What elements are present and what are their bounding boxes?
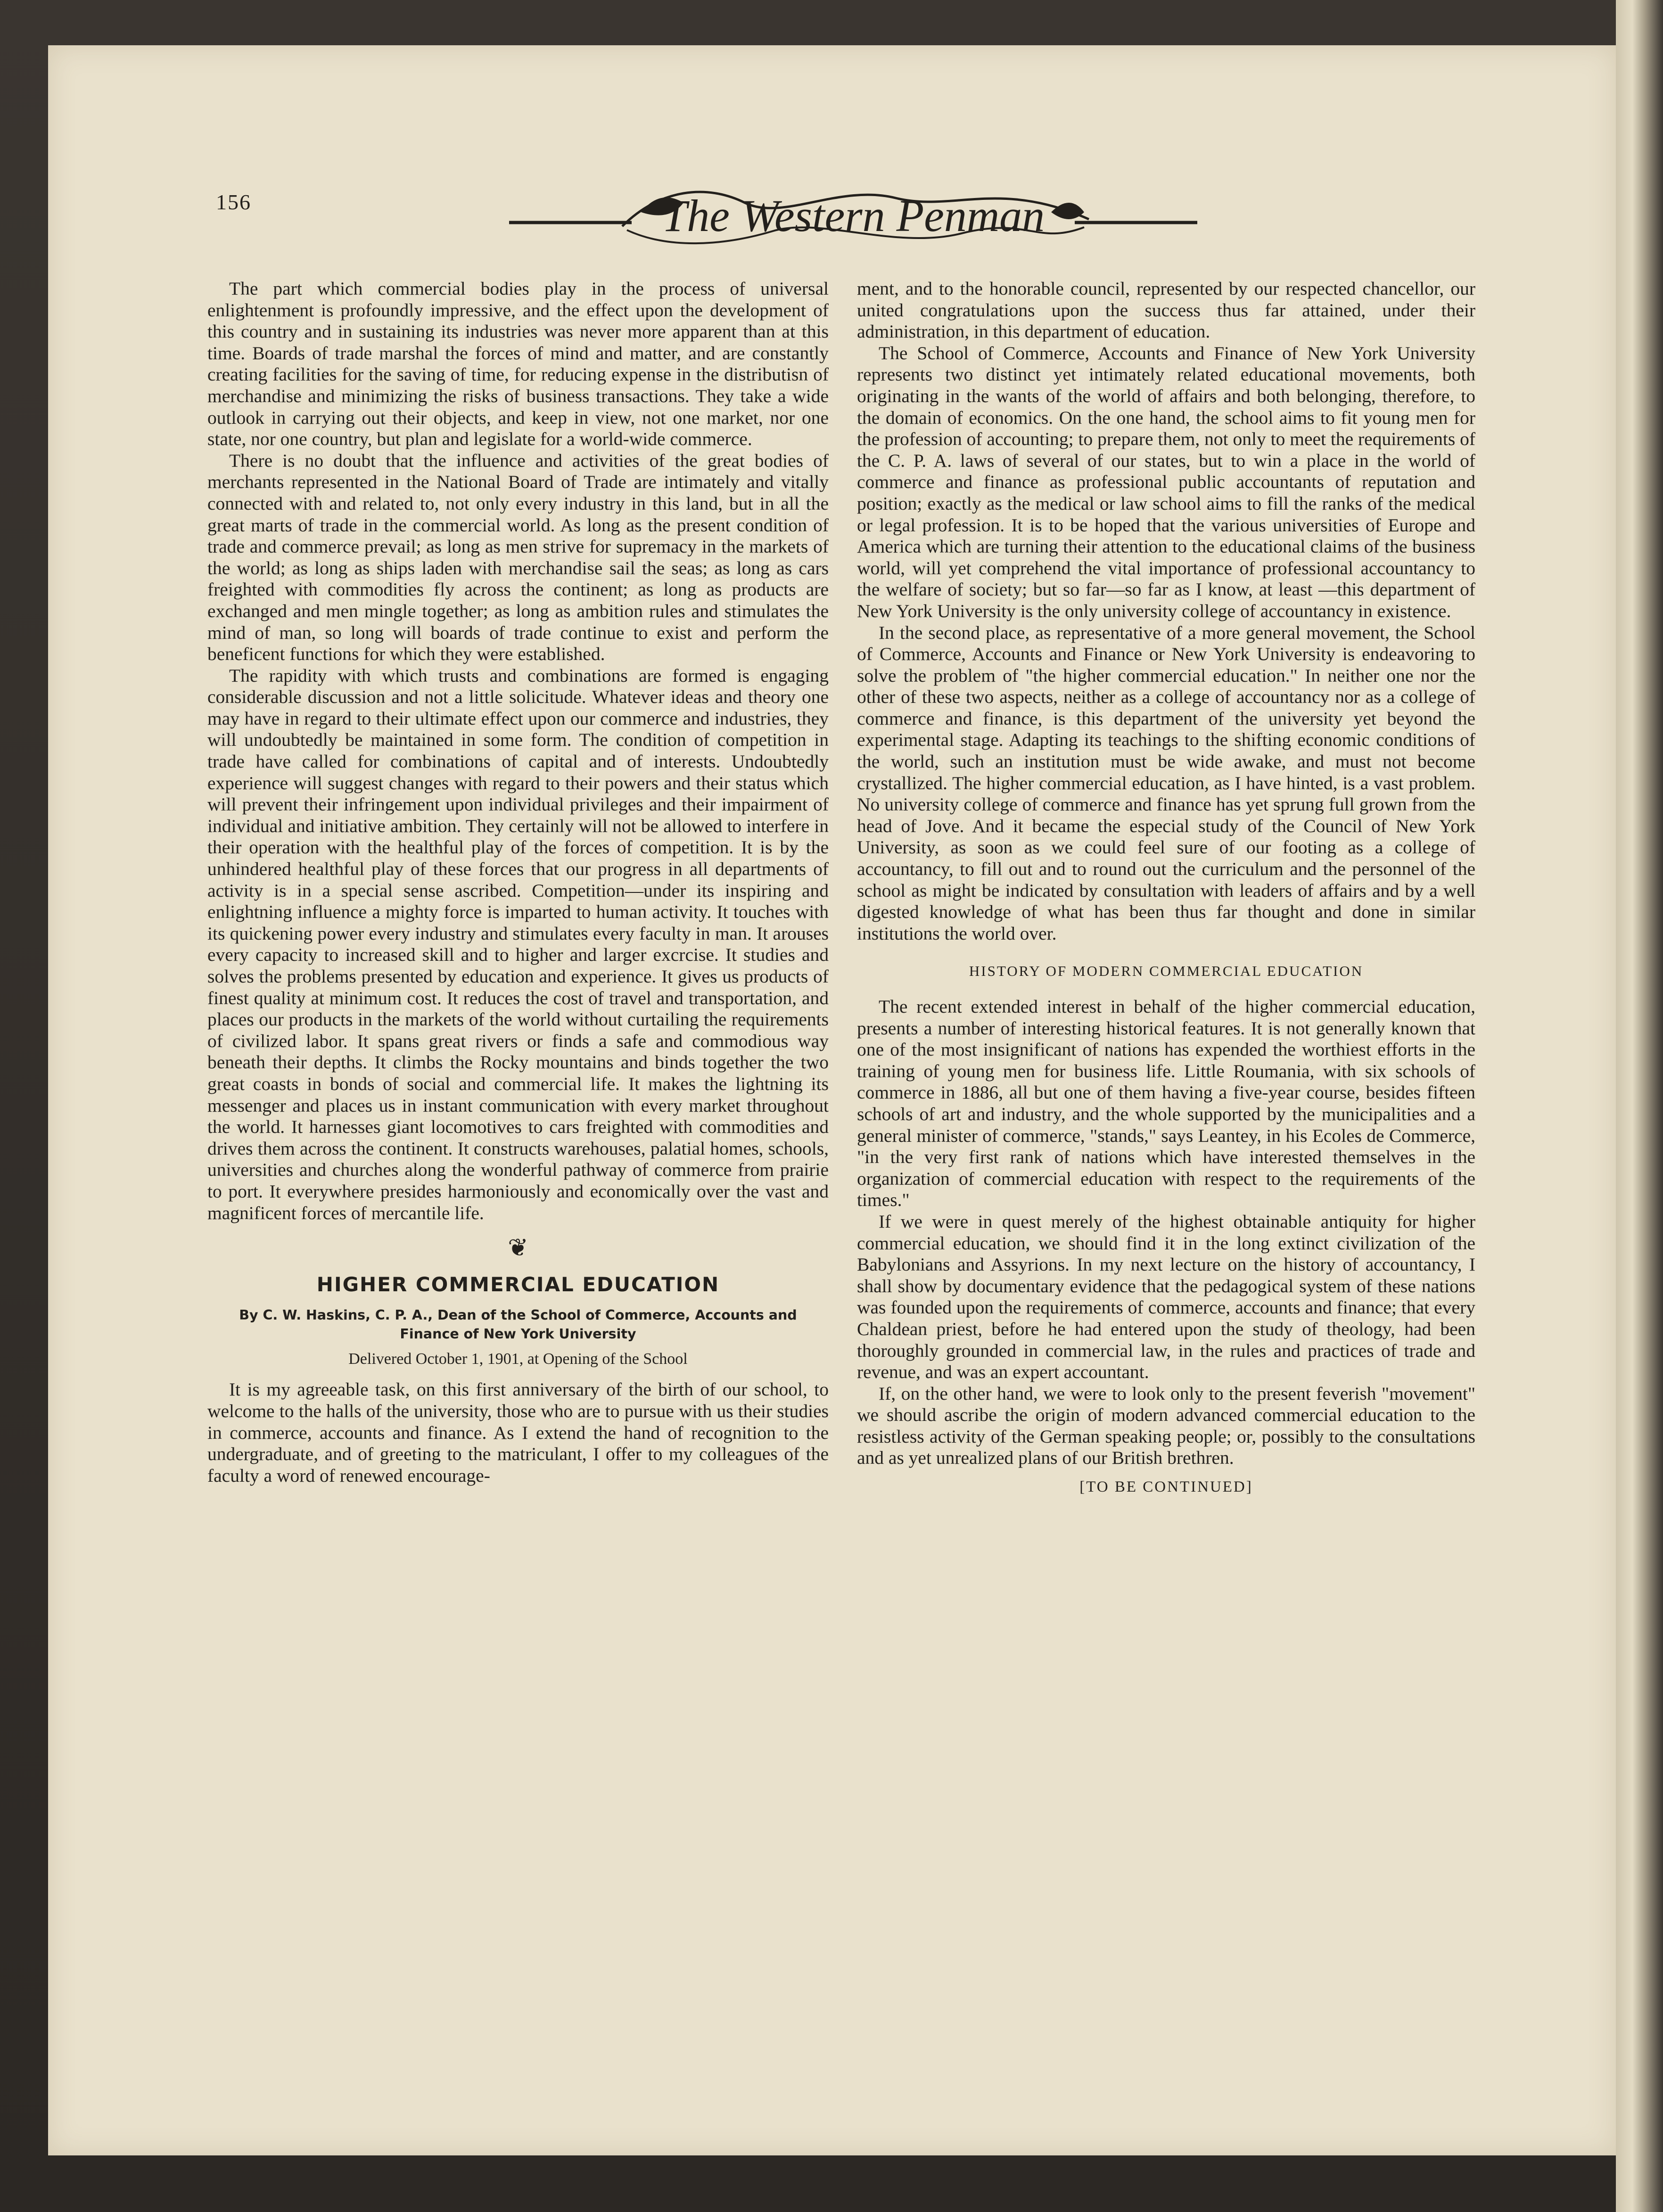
masthead-ornament: [509, 174, 1197, 264]
left-column: [207, 278, 829, 1486]
paragraph: It is my agreeable task, on this first anniversary of the birth of our school, to welcome to the halls of the university, those who are to pursue with us their studies in commerce, accounts and finance. As I extend the hand of recognition to the undergraduate, and of greeting to the matriculant, I offer to my colleagues of the faculty a word of renewed encourage-: [207, 1379, 829, 1486]
masthead-title: The Western Penman: [661, 190, 1045, 241]
paragraph: The part which commercial bodies play in the process of universal enlightenment is profoundly impressive, and the effect upon the development of this country and in sustaining its industries was never more apparent than at this time. Boards of trade marshal the forces of mind and matter, and are constantly creating facilities for the saving of time, for reducing expense in the distributisn of merchandise and minimizing the risks of business transactions. They take a wide outlook in carrying out their objects, and keep in view, not one market, nor one state, nor one country, but plan and legislate for a world-wide commerce.: [207, 278, 829, 450]
paragraph: The recent extended interest in behalf of the higher commercial education, presents a number of interesting historical features. It is not generally known that one of the most insignificant of nations has expended the worthiest efforts in the training of young men for business life. Little Roumania, with six schools of commerce in 1886, all but one of them having a five-year course, besides fifteen schools of art and industry, and the whole supported by the municipalities and a general minister of commerce, "stands," says Leantey, in his Ecoles de Commerce, "in the very first rank of nations which have interested themselves in the organization of commercial education with respect to the requirements of the times.": [857, 996, 1475, 1211]
paragraph: The rapidity with which trusts and combinations are formed is engaging considerable discussion and not a little solicitude. Whatever ideas and theory one may have in regard to their ultimate effect upon our commerce and industries, they will undoubtedly be maintained in some form. The condition of competition in trade have called for combinations of capital and of interests. Undoubtedly experience will suggest changes with regard to their powers and their status which will prevent their infringement upon individual privileges and their impairment of individual and initiative ambition. They certainly will not be allowed to interfere in their operation with the healthful play of the forces of competition. It is by the unhindered healthful play of these forces that our progress in all departments of activity is in a special sense ascribed. Competition—under its inspiring and enlightning influence a mighty force is imparted to human activity. It touches with its quickening power every industry and stimulates every faculty in man. It arouses every capacity to increased skill and to higher and larger excrcise. It studies and solves the problems presented by education and experience. It gives us products of finest quality at minimum cost. It reduces the cost of travel and transportation, and places our products in the markets of the world without curtailing the requirements of civilized labor. It spans great rivers or finds a safe and commodious way beneath their depths. It climbs the Rocky mountains and binds together the two great coasts in bonds of social and commercial life. It makes the lightning its messenger and places us in instant communication with every market throughout the world. It harnesses giant locomotives to cars freighted with commodities and drives them across the continent. It constructs warehouses, palatial homes, schools, universities and churches along the wonderful pathway of commerce from prairie to port. It everywhere presides harmoniously and economically over the vast and magnificent forces of mercantile life.: [207, 665, 829, 1223]
article-byline: By C. W. Haskins, C. P. A., Dean of the School of Commerce, Accounts and Finance of New York University: [239, 1307, 797, 1342]
paragraph: If, on the other hand, we were to look only to the present feverish "movement" we should ascribe the origin of modern advanced commercial education to the resistless activity of the German speaking people; or, possibly to the consultations and as yet unrealized plans of our British brethren.: [857, 1383, 1475, 1469]
paragraph: In the second place, as representative of a more general movement, the School of Commerce, Accounts and Finance or New York University is endeavoring to solve the problem of "the higher commercial education." In neither one nor the other of these two aspects, neither as a college of accountancy nor as a college of commerce and finance, is this department of the university yet beyond the experimental stage. Adapting its teachings to the shifting economic conditions of the world, such an institution must be wide awake, and must not become crystallized. The higher commercial education, as I have hinted, is a vast problem. No university college of commerce and finance has yet sprung full grown from the head of Jove. And it became the especial study of the Council of New York University, as soon as we could feel sure of our footing as a college of accountancy, to fill out and to round out the curriculum and the personnel of the school as might be indicated by consultation with leaders of affairs and by a well digested knowledge of what has been thus far thought and done in similar institutions the world over.: [857, 622, 1475, 944]
leaf-ornament: ❦: [508, 1235, 528, 1262]
paragraph: There is no doubt that the influence and activities of the great bodies of merchants represented in the National Board of Trade are intimately and vitally connected with and related to, not only every industry in this land, but in all the great marts of trade in the commercial world. As long as the present condition of trade and commerce prevail; as long as men strive for supremacy in the markets of the world; as long as ships laden with merchandise sail the seas; as long as cars freighted with commodities fly across the continent; as long as products are exchanged and men mingle together; as long as ambition rules and stimulates the mind of man, so long will boards of trade continue to exist and perform the beneficent functions for which they were established.: [207, 450, 829, 665]
delivered-note: Delivered October 1, 1901, at Opening of the School: [348, 1350, 688, 1368]
article-columns: [207, 278, 1475, 2070]
article-title: HIGHER COMMERCIAL EDUCATION: [316, 1273, 720, 1296]
masthead-logo: [509, 174, 1197, 264]
section-heading: HISTORY OF MODERN COMMERCIAL EDUCATION: [969, 963, 1364, 980]
paragraph: The School of Commerce, Accounts and Finance of New York University represents two distinct yet intimately related educational movements, both originating in the wants of the world of affairs and both belonging, therefore, to the domain of economics. On the one hand, the school aims to fit young men for the profession of accounting; to prepare them, not only to meet the requirements of the C. P. A. laws of several of our states, but to win a place in the world of commerce and finance as professional public accountants of reputation and position; exactly as the medical or law school aims to fill the ranks of the medical or legal profession. It is to be hoped that the various universities of Europe and America which are turning their attention to the educational claims of the business world, will yet comprehend the vital importance of professional accountancy to the welfare of society; but so far—so far as I know, at least —this department of New York University is the only university college of accountancy in existence.: [857, 342, 1475, 621]
paragraph: If we were in quest merely of the highest obtainable antiquity for higher commercial education, we should find it in the long extinct civilization of the Babylonians and Assyrions. In my next lecture on the history of accountancy, I shall show by documentary evidence that the pedagogical system of these nations was founded upon the requirements of commerce, accounts and finance; that every Chaldean priest, before he had entered upon the study of theology, had been thoroughly grounded in commercial law, in the rules and practices of trade and revenue, and was an expert accountant.: [857, 1211, 1475, 1383]
page-number: 156: [216, 190, 251, 214]
right-column: [857, 278, 1475, 1498]
paragraph: ment, and to the honorable council, represented by our respected chancellor, our united congratulations upon the success thus far attained, under their administration, in this department of education.: [857, 278, 1475, 342]
next-page-edge: [1616, 0, 1663, 2212]
continued-note: [TO BE CONTINUED]: [1079, 1478, 1253, 1496]
